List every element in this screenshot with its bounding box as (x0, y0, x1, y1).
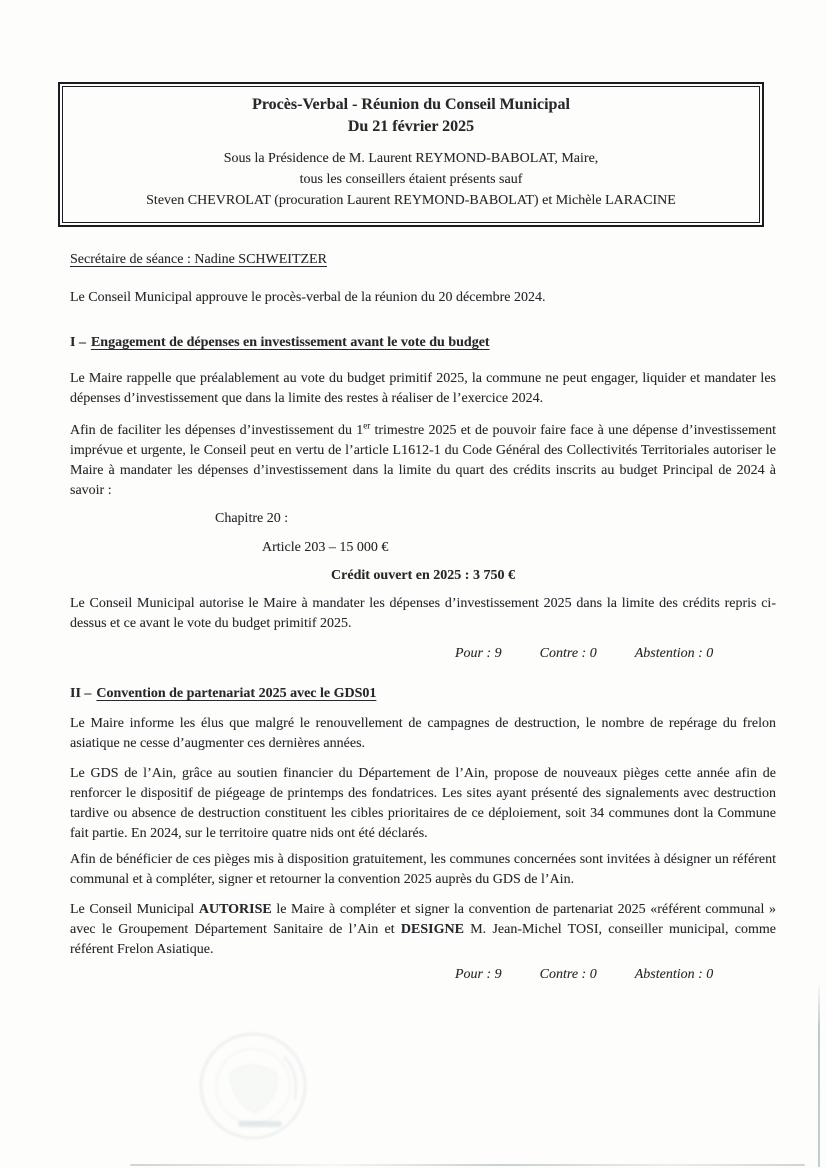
section1-resolution: Le Conseil Municipal autorise le Maire à mandater les dépenses d’investissement 2025 dans la limite des crédits repris ci-dessus et ce avant le vote du budget primitif 2025. (70, 596, 776, 631)
presidency-line3: Steven CHEVROLAT (procuration Laurent REYMOND-BABOLAT) et Michèle LARACINE (146, 193, 676, 208)
vote-result-section1 (70, 644, 776, 664)
section2-paragraph1: Le Maire informe les élus que malgré le renouvellement de campagnes de destruction, le nombre de repérage du frelon asiatique ne cesse d’augmenter ces dernières années. (70, 716, 776, 751)
section2-resolution (70, 900, 776, 960)
vote-contre: Contre : 0 (539, 646, 597, 661)
vote-abstention: Abstention : 0 (634, 967, 714, 982)
presidency-line1: Sous la Présidence de M. Laurent REYMOND-BABOLAT, Maire, (223, 151, 599, 166)
stamp-smudge (238, 1121, 282, 1127)
vote-pour: Pour : 9 (455, 646, 502, 661)
section2-title: Convention de partenariat 2025 avec le GDS01 (96, 686, 377, 701)
section2-number: II – (70, 686, 92, 701)
header-box-inner (62, 86, 760, 223)
credit-open-line: Crédit ouvert en 2025 : 3 750 € (331, 568, 515, 583)
section1-paragraph2-suffix: trimestre 2025 et de pouvoir faire face à une dépense d’investissement imprévue et urgente, le Conseil peut en vertu de l’article L1612-1 du Code Général des Collectivités Territoriales autoriser le Maire à mandater les dépenses d’investissement dans la limite du quart des crédits inscrits au budget Principal de 2024 à savoir : (70, 423, 776, 498)
secretary-text: Secrétaire de séance : Nadine SCHWEITZER (70, 252, 327, 267)
vote-result-section2 (70, 965, 776, 985)
secretary-line (70, 250, 776, 270)
article-amount-line: Article 203 – 15 000 € (262, 540, 389, 555)
ordinal-superscript: er (363, 420, 371, 431)
autorise-bold: AUTORISE (198, 902, 272, 917)
section2-resolution-part2: le Maire à compléter et signer la convention de partenariat 2025 «référent communal » avec le Groupement Département Sanitaire de l’Ain et (70, 902, 776, 937)
designe-bold: DESIGNE (400, 922, 464, 937)
section1-paragraph2 (70, 421, 776, 501)
document-body (70, 215, 776, 985)
section2-resolution-part3: M. Jean-Michel TOSI, conseiller municipal, comme référent Frelon Asiatique. (70, 922, 776, 957)
vote-pour: Pour : 9 (455, 967, 502, 982)
section1-title: Engagement de dépenses en investissement avant le vote du budget (90, 335, 490, 350)
presidency-line2: tous les conseillers étaient présents sauf (299, 172, 523, 187)
stamp-watermark-icon (185, 1028, 325, 1158)
vote-contre: Contre : 0 (539, 967, 597, 982)
scan-edge-bottom (130, 1164, 805, 1166)
approval-line: Le Conseil Municipal approuve le procès-verbal de la réunion du 20 décembre 2024. (70, 290, 546, 305)
document-title-line1: Procès-Verbal - Réunion du Conseil Municipal (252, 96, 570, 113)
scan-edge-right (818, 982, 820, 1167)
document-title-line2: Du 21 février 2025 (347, 118, 475, 135)
section2-paragraph2: Le GDS de l’Ain, grâce au soutien financier du Département de l’Ain, propose de nouveaux pièges cette année afin de renforcer le dispositif de piégeage de printemps des fondatrices. Les sites ayant présenté des signalements avec destruction tardive ou absence de destruction constituent les cibles prioritaires de ce déploiement, soit 34 communes dont la Commune fait partie. En 2024, sur le territoire quatre nids ont été déclarés. (70, 766, 776, 841)
section1-paragraph1: Le Maire rappelle que préalablement au vote du budget primitif 2025, la commune ne peut engager, liquider et mandater les dépenses d’investissement que dans la limite des restes à réaliser de l’exercice 2024. (70, 371, 776, 406)
section2-paragraph3: Afin de bénéficier de ces pièges mis à disposition gratuitement, les communes concernées sont invitées à désigner un référent communal et à compléter, signer et retourner la convention 2025 auprès du GDS de l’Ain. (70, 852, 776, 887)
chapitre-line: Chapitre 20 : (215, 511, 289, 526)
section1-number: I – (70, 335, 86, 350)
header-box (58, 82, 764, 227)
section1-heading (70, 333, 776, 353)
section1-paragraph2-prefix: Afin de faciliter les dépenses d’investissement du 1 (70, 423, 364, 438)
vote-abstention: Abstention : 0 (634, 646, 714, 661)
section2-resolution-part1: Le Conseil Municipal (70, 902, 199, 917)
section2-heading (70, 684, 776, 704)
